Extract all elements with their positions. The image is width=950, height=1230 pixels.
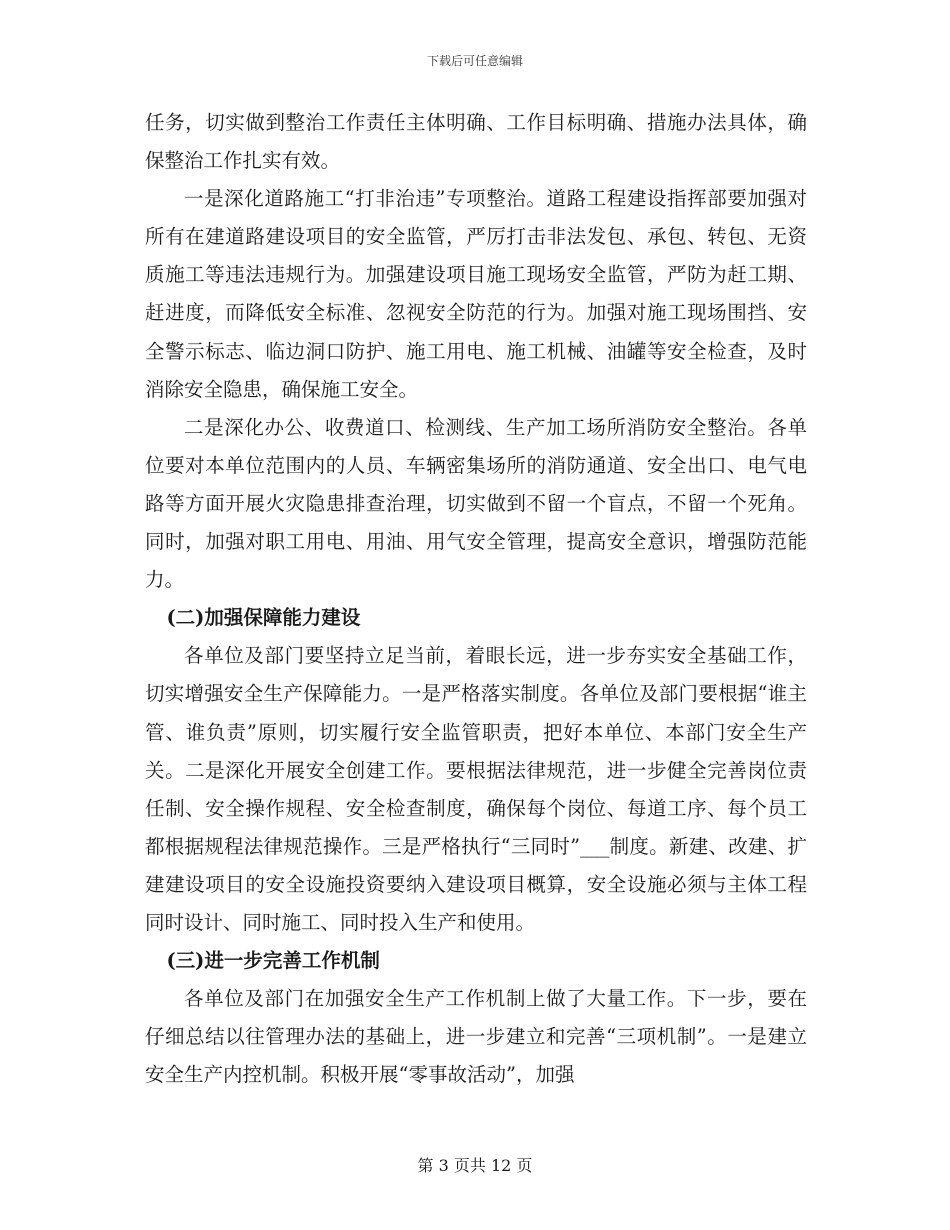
paragraph-capacity-building: 各单位及部门要坚持立足当前，着眼长远，进一步夯实安全基础工作，切实增强安全生产保障能力。一是严格落实制度。各单位及部门要根据“谁主管、谁负责”原则，切实履行安全监管职责，把好本单位、本部门安全生产关。二是深化开展安全创建工作。要根据法律规范，进一步健全完善岗位责任制、安全操作规程、安全检查制度，确保每个岗位、每道工序、每个员工都根据规程法律规范操作。三是严格执行“三同时”___制度。新建、改建、扩建建设项目的安全设施投资要纳入建设项目概算，安全设施必须与主体工程同时设计、同时施工、同时投入生产和使用。 — [145, 644, 807, 934]
section-heading-3: (三)进一步完善工作机制 — [166, 949, 380, 973]
paragraph-fire-safety: 二是深化办公、收费道口、检测线、生产加工场所消防安全整治。各单位要对本单位范围内的人员、车辆密集场所的消防通道、安全出口、电气电路等方面开展火灾隐患排查治理，切实做到不留一个盲点，不留一个死角。同时，加强对职工用电、用油、用气安全管理，提高安全意识，增强防范能力。 — [145, 415, 807, 592]
document-body — [145, 104, 807, 1094]
paragraph-continuation: 任务，切实做到整治工作责任主体明确、工作目标明确、措施办法具体，确保整治工作扎实有效。 — [145, 111, 807, 173]
section-heading-2: (二)加强保障能力建设 — [166, 606, 361, 630]
paragraph-work-mechanism: 各单位及部门在加强安全生产工作机制上做了大量工作。下一步，要在仔细总结以往管理办法的基础上，进一步建立和完善“三项机制”。一是建立安全生产内控机制。积极开展“零事故活动”，加强 — [145, 987, 807, 1087]
paragraph-road-construction: 一是深化道路施工“打非治违”专项整治。道路工程建设指挥部要加强对所有在建道路建设项目的安全监管，严厉打击非法发包、承包、转包、无资质施工等违法违规行为。加强建设项目施工现场安全监管，严防为赶工期、赶进度，而降低安全标准、忽视安全防范的行为。加强对施工现场围挡、安全警示标志、临边洞口防护、施工用电、施工机械、油罐等安全检查，及时消除安全隐患，确保施工安全。 — [145, 187, 807, 401]
page-header: 下载后可任意编辑 — [426, 54, 523, 68]
page-number: 第 3 页共 12 页 — [417, 1156, 533, 1175]
